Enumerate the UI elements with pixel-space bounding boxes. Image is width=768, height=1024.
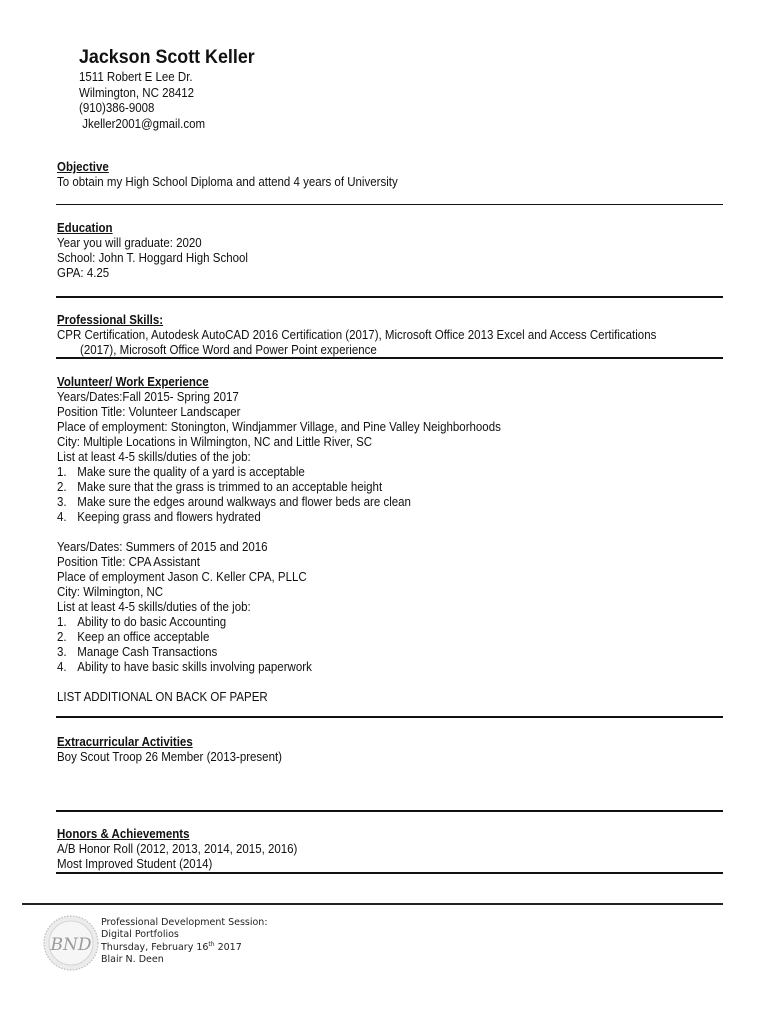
footer-line: Blair N. Deen: [101, 953, 164, 965]
list-item: [57, 480, 501, 495]
job2-title: Position Title: CPA Assistant: [57, 555, 200, 569]
footer-date-year: 2017: [214, 941, 242, 953]
list-number: 4.: [57, 660, 67, 674]
divider: [56, 204, 723, 205]
education-section: [57, 221, 248, 281]
list-text: Manage Cash Transactions: [77, 645, 218, 659]
job2-years: Years/Dates: Summers of 2015 and 2016: [57, 540, 268, 554]
address-line-2: Wilmington, NC 28412: [79, 85, 195, 100]
footer-divider: [22, 903, 723, 905]
address-line-1: 1511 Robert E Lee Dr.: [79, 70, 193, 84]
education-heading: Education: [57, 221, 113, 235]
education-line: GPA: 4.25: [57, 266, 110, 280]
job2-city: City: Wilmington, NC: [57, 585, 164, 599]
list-number: 2.: [57, 630, 67, 644]
experience-heading: Volunteer/ Work Experience: [57, 375, 209, 389]
bnd-logo-icon: [41, 913, 101, 973]
list-text: Keep an office acceptable: [77, 630, 210, 644]
list-item: [57, 495, 501, 510]
objective-heading: Objective: [57, 160, 109, 174]
phone-number: (910)386-9008: [79, 101, 155, 115]
honors-heading: Honors & Achievements: [57, 827, 190, 841]
list-item: [57, 465, 501, 480]
extracurricular-text: Boy Scout Troop 26 Member (2013-present): [57, 750, 283, 764]
education-line: Year you will graduate: 2020: [57, 236, 202, 250]
list-number: 1.: [57, 465, 67, 479]
list-number: 3.: [57, 495, 67, 509]
contact-block: [79, 70, 205, 132]
skills-line: (2017), Microsoft Office Word and Power Point experience: [80, 343, 377, 357]
footer-date-suffix: th: [208, 940, 215, 948]
job1-city: City: Multiple Locations in Wilmington, NC and Little River, SC: [57, 435, 373, 449]
objective-section: [57, 160, 398, 190]
extracurricular-section: [57, 735, 282, 765]
footer-date-text: Thursday, February 16: [101, 941, 209, 953]
objective-text: To obtain my High School Diploma and attend 4 years of University: [57, 175, 398, 189]
skills-heading: Professional Skills:: [57, 313, 164, 327]
job1-duties-list: [57, 465, 501, 525]
extracurricular-heading: Extracurricular Activities: [57, 735, 193, 749]
list-item: [57, 630, 501, 645]
list-number: 4.: [57, 510, 67, 524]
additional-note: LIST ADDITIONAL ON BACK OF PAPER: [57, 690, 268, 704]
applicant-name: Jackson Scott Keller: [79, 47, 255, 68]
list-item: [57, 615, 501, 630]
list-text: Make sure that the grass is trimmed to an acceptable height: [77, 480, 383, 494]
list-item: [57, 660, 501, 675]
logo-text: BND: [50, 935, 92, 955]
list-item: [57, 510, 501, 525]
job1-years: Years/Dates:Fall 2015- Spring 2017: [57, 390, 239, 404]
list-number: 2.: [57, 480, 67, 494]
skills-line: CPR Certification, Autodesk AutoCAD 2016 Certification (2017), Microsoft Office 2013 Excel and Access Certifications: [57, 328, 657, 342]
list-text: Ability to do basic Accounting: [77, 615, 227, 629]
honors-line: Most Improved Student (2014): [57, 857, 213, 871]
divider: [56, 296, 723, 298]
divider: [56, 357, 723, 359]
list-number: 3.: [57, 645, 67, 659]
list-text: Ability to have basic skills involving paperwork: [77, 660, 312, 674]
education-line: School: John T. Hoggard High School: [57, 251, 248, 265]
honors-line: A/B Honor Roll (2012, 2013, 2014, 2015, 2016): [57, 842, 298, 856]
job2-place: Place of employment Jason C. Keller CPA, PLLC: [57, 570, 307, 584]
job2-duties-intro: List at least 4-5 skills/duties of the job:: [57, 600, 251, 614]
list-item: [57, 645, 501, 660]
list-text: Make sure the quality of a yard is acceptable: [77, 465, 305, 479]
divider: [56, 716, 723, 718]
list-text: Keeping grass and flowers hydrated: [77, 510, 261, 524]
footer-line: Professional Development Session:: [101, 917, 268, 928]
divider: [56, 872, 723, 874]
job1-place: Place of employment: Stonington, Windjammer Village, and Pine Valley Neighborhoods: [57, 420, 501, 434]
job1-duties-intro: List at least 4-5 skills/duties of the job:: [57, 450, 251, 464]
footer-line: Digital Portfolios: [101, 929, 179, 941]
divider: [56, 810, 723, 812]
experience-section: [57, 375, 501, 705]
footer-text-block: [101, 917, 268, 966]
list-number: 1.: [57, 615, 67, 629]
list-text: Make sure the edges around walkways and flower beds are clean: [77, 495, 411, 509]
email-address: Jkeller2001@gmail.com: [79, 116, 206, 131]
footer-date: [101, 942, 268, 954]
job1-title: Position Title: Volunteer Landscaper: [57, 405, 241, 419]
job2-duties-list: [57, 615, 501, 675]
skills-section: [57, 313, 656, 358]
honors-section: [57, 827, 297, 872]
